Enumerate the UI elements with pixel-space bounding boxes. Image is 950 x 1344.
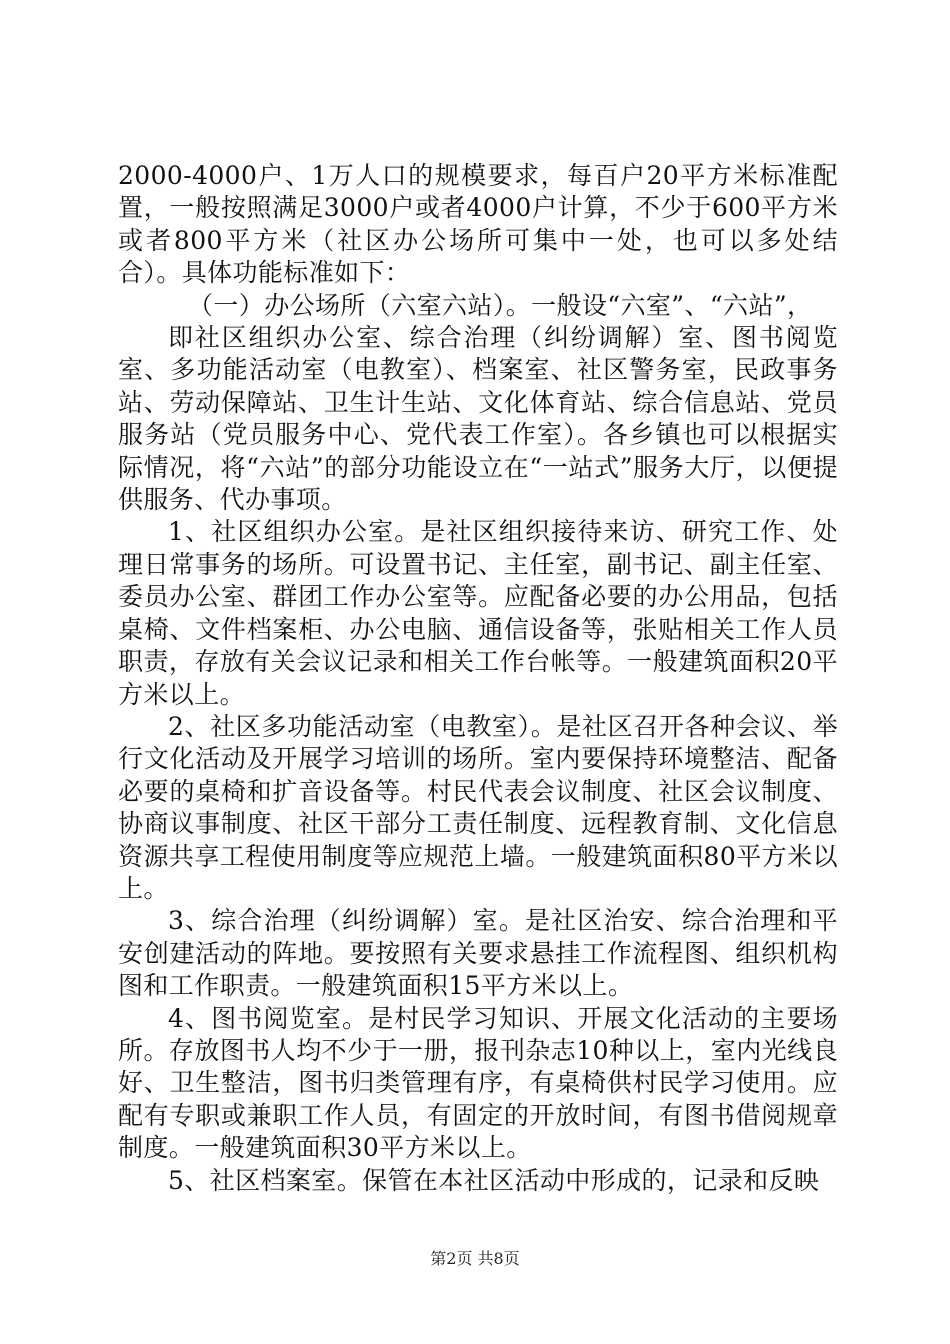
paragraph-organization-office: 1、社区组织办公室。是社区组织接待来访、研究工作、处理日常事务的场所。可设置书记、主任室，副书记、副主任室、委员办公室、群团工作办公室等。应配备必要的办公用品，包括桌椅、文件档案柜、办公电脑、通信设备等，张贴相关工作人员职责，存放有关会议记录和相关工作台帐等。一般建筑面积20平方米以上。 bbox=[118, 517, 838, 709]
paragraph-office-section-heading: （一）办公场所（六室六站）。一般设“六室”、“六站”， bbox=[188, 290, 813, 320]
document-body bbox=[118, 160, 838, 1197]
paragraph-reading-room: 4、图书阅览室。是村民学习知识、开展文化活动的主要场所。存放图书人均不少于一册，报刊杂志10种以上，室内光线良好、卫生整洁，图书归类管理有序，有桌椅供村民学习使用。应配有专职或兼职工作人员，有固定的开放时间，有图书借阅规章制度。一般建筑面积30平方米以上。 bbox=[118, 1003, 838, 1163]
page-footer bbox=[0, 1246, 950, 1269]
paragraph-scale-requirements: 2000-4000户、1万人口的规模要求，每百户20平方米标准配置，一般按照满足3000户或者4000户计算，不少于600平方米或者800平方米（社区办公场所可集中一处，也可以多处结合）。具体功能标准如下： bbox=[118, 161, 838, 288]
paragraph-comprehensive-governance: 3、综合治理（纠纷调解）室。是社区治安、综合治理和平安创建活动的阵地。要按照有关要求悬挂工作流程图、组织机构图和工作职责。一般建筑面积15平方米以上。 bbox=[118, 906, 838, 1001]
paragraph-multifunction-room: 2、社区多功能活动室（电教室）。是社区召开各种会议、举行文化活动及开展学习培训的场所。室内要保持环境整洁、配备必要的桌椅和扩音设备等。村民代表会议制度、社区会议制度、协商议事制度、社区干部分工责任制度、远程教育制、文化信息资源共享工程使用制度等应规范上墙。一般建筑面积80平方米以上。 bbox=[118, 711, 838, 903]
page-number-label: 第2页 共8页 bbox=[430, 1249, 520, 1268]
paragraph-archive-room: 5、社区档案室。保管在本社区活动中形成的，记录和反映 bbox=[168, 1165, 820, 1195]
paragraph-six-rooms-list: 即社区组织办公室、综合治理（纠纷调解）室、图书阅览室、多功能活动室（电教室）、档案室、社区警务室，民政事务站、劳动保障站、卫生计生站、文化体育站、综合信息站、党员服务站（党员服务中心、党代表工作室）。各乡镇也可以根据实际情况，将“六站”的部分功能设立在“一站式”服务大厅，以便提供服务、代办事项。 bbox=[118, 323, 838, 515]
